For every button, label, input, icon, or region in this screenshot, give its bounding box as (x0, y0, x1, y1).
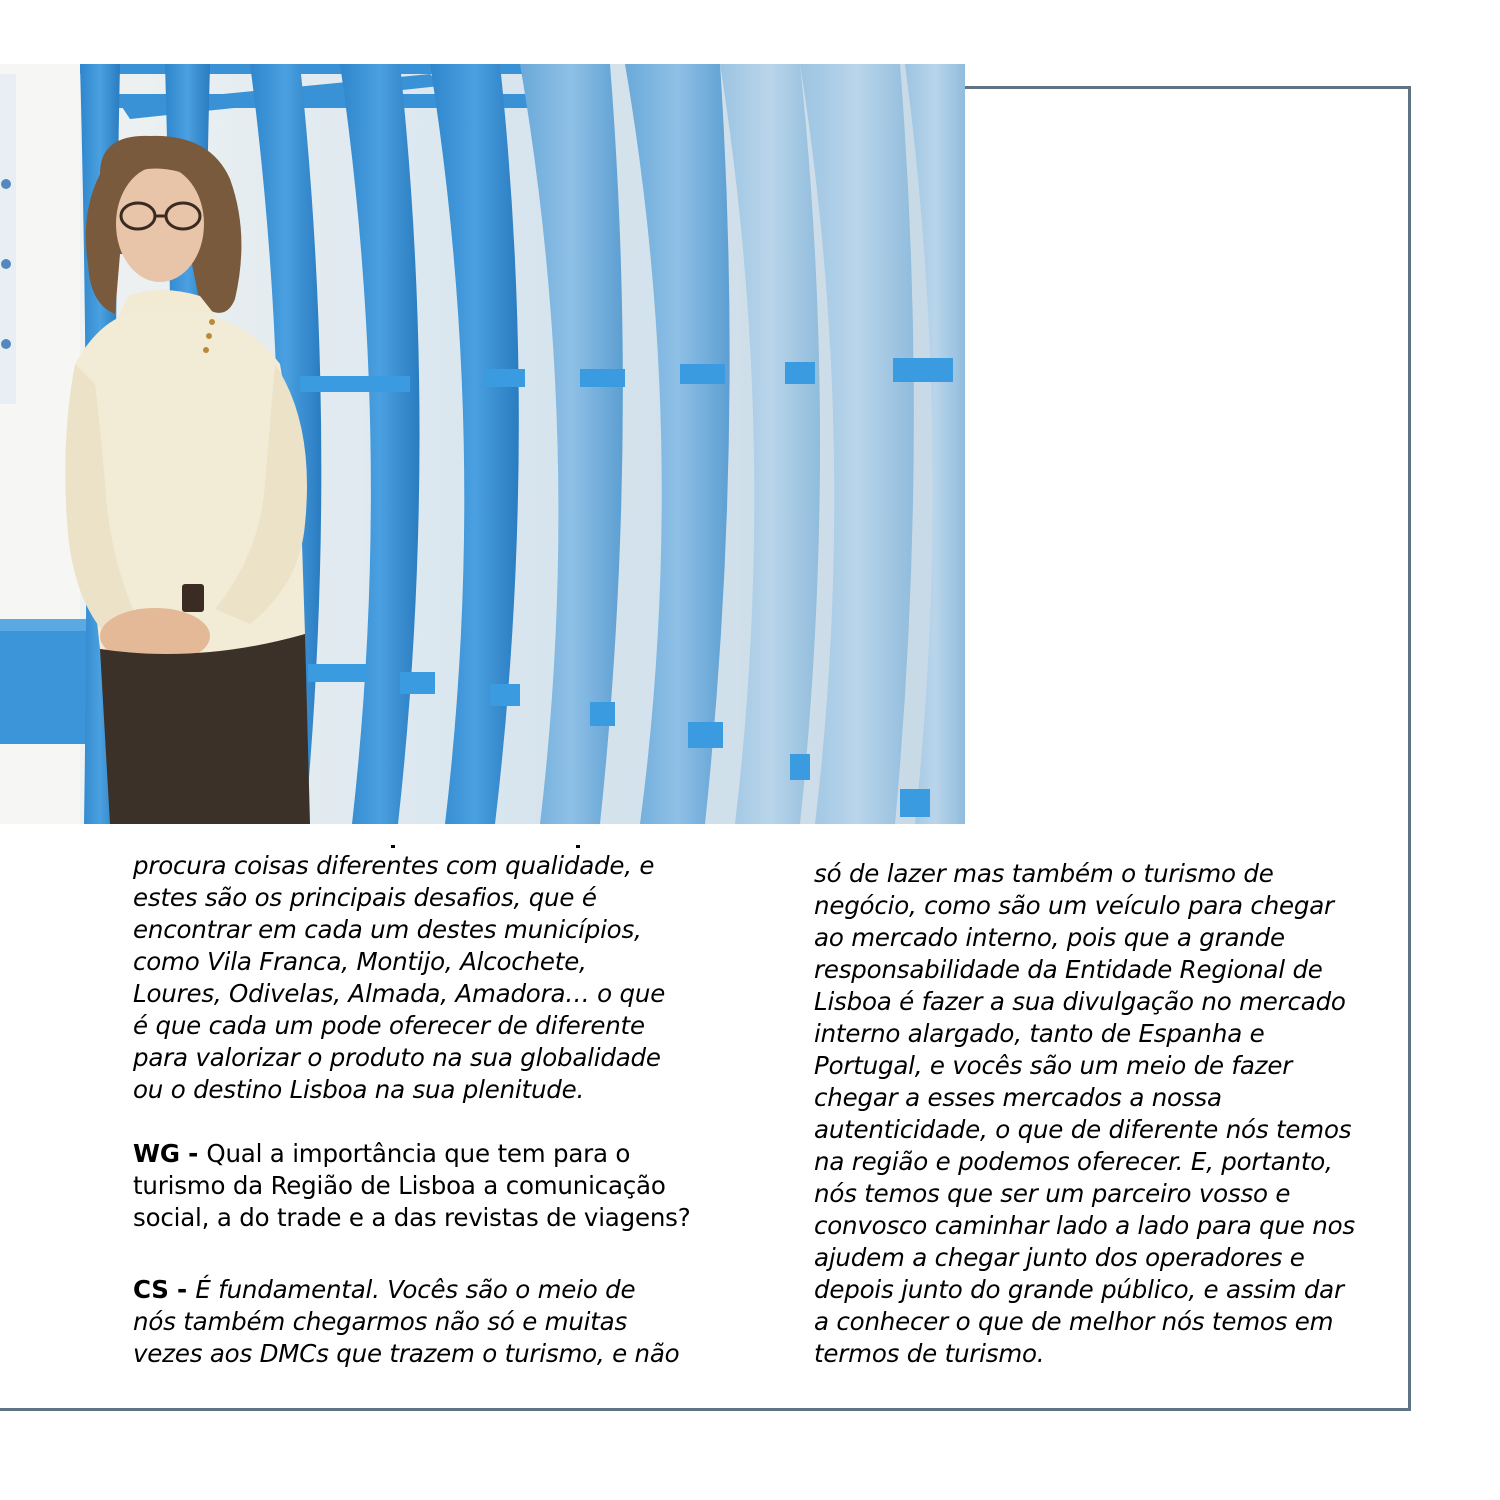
question-block (133, 1138, 693, 1234)
frame-bottom-border (0, 1408, 1411, 1411)
clipped-text-fragment (133, 836, 603, 848)
frame-right-border (1408, 86, 1411, 1411)
spacer (133, 1234, 693, 1242)
portrait-photo (0, 64, 965, 824)
answer-block (133, 1242, 693, 1370)
intro-paragraph: procura coisas diferentes com qualidade, e estes são os principais desafios, que é encontrar em cada um destes municípios, como Vila Franca, Montijo, Alcochete, Loures, Odivelas, Almada, Amadora… o que é que cada um pode oferecer de diferente para valorizar o produto na sua globalidade ou o destino Lisboa na sua plenitude. (133, 851, 666, 1104)
left-text-column (133, 850, 693, 1370)
answer-speaker: CS - (133, 1275, 196, 1304)
frame-top-border (962, 86, 1411, 89)
question-speaker: WG - (133, 1139, 207, 1168)
right-text-column (814, 858, 1374, 1370)
continued-answer-paragraph: só de lazer mas também o turismo de negócio, como são um veículo para chegar ao mercado interno, pois que a grande responsabilidade da Entidade Regional de Lisboa é fazer a sua divulgação no mercado interno alargado, tanto de Espanha e Portugal, e vocês são um meio de fazer chegar a esses mercados a nossa autenticidade, o que de diferente nós temos na região e podemos oferecer. E, portanto, nós temos que ser um parceiro vosso e convosco caminhar lado a lado para que nos ajudem a chegar junto dos operadores e depois junto do grande público, e assim dar a conhecer o que de melhor nós temos em termos de turismo. (814, 859, 1355, 1368)
spacer (133, 1106, 693, 1136)
question-text: Qual a importância que tem para o turismo da Região de Lisboa a comunicação social, a do trade e a das revistas de viagens? (133, 1139, 691, 1232)
answer-text: É fundamental. Vocês são o meio de nós também chegarmos não só e muitas vezes aos DMCs que trazem o turismo, e não (133, 1275, 680, 1368)
